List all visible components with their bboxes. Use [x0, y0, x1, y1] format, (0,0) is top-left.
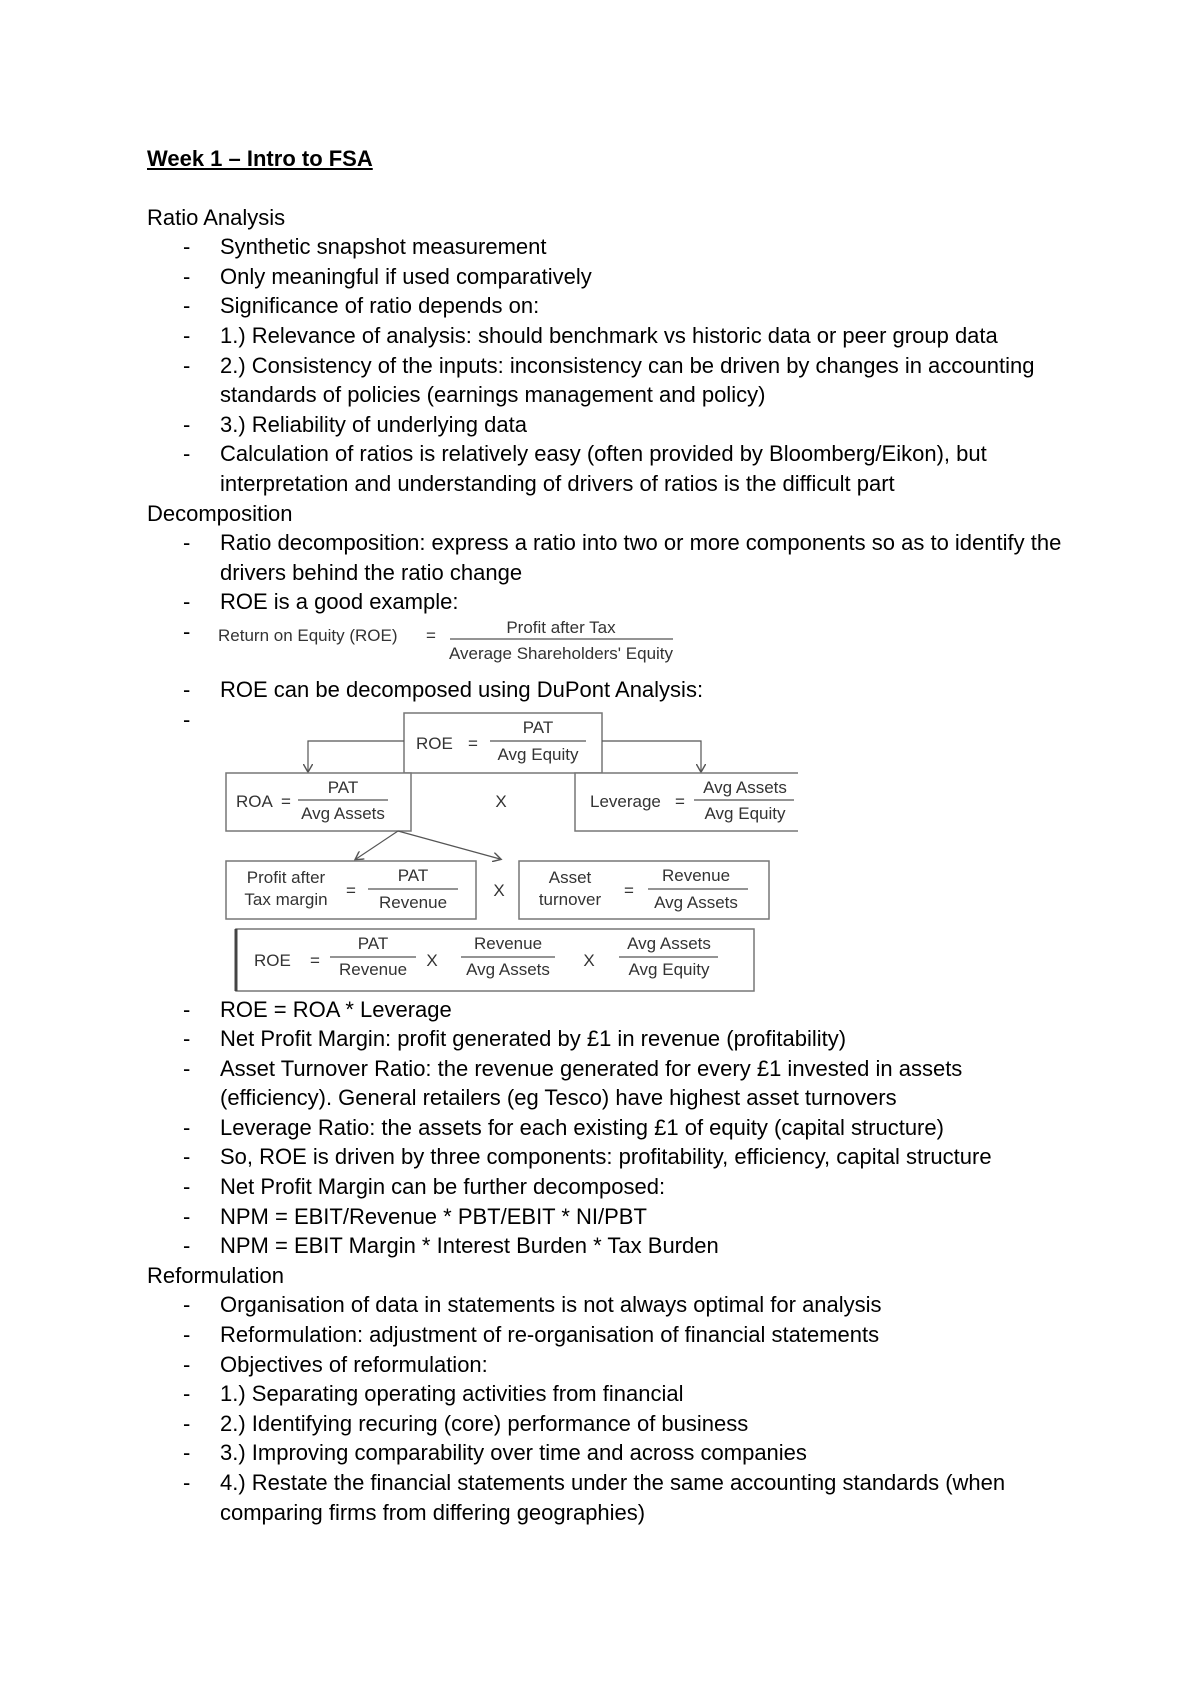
- list-item: - 3.) Improving comparability over time and across companies: [147, 1438, 1067, 1468]
- dupont-eq: =: [346, 880, 356, 900]
- roe-formula-eq: =: [426, 625, 436, 645]
- list-item: - Calculation of ratios is relatively easy (often provided by Bloomberg/Eikon), but interpretation and understanding of drivers of ratios is the difficult part: [147, 439, 1067, 498]
- dupont-leverage-den: Avg Equity: [704, 803, 786, 823]
- dupont-combined-f2-num: Revenue: [473, 933, 543, 953]
- dupont-ptm-den: Revenue: [378, 892, 448, 912]
- list-item: - Net Profit Margin: profit generated by £1 in revenue (profitability): [147, 1024, 1067, 1054]
- list-item: - ROE can be decomposed using DuPont Analysis:: [147, 675, 1067, 705]
- dupont-turnover-label-2: turnover: [538, 889, 602, 909]
- reformulation-list: [147, 1290, 1067, 1527]
- list-item: - ROE = ROA * Leverage: [147, 995, 1067, 1025]
- ratio-analysis-list: [147, 232, 1067, 498]
- list-item: - Ratio decomposition: express a ratio into two or more components so as to identify the drivers behind the ratio change: [147, 528, 1067, 587]
- notes-content: [147, 144, 1067, 1527]
- list-item: - Asset Turnover Ratio: the revenue generated for every £1 invested in assets (efficiency). General retailers (eg Tesco) have highest asset turnovers: [147, 1054, 1067, 1113]
- dupont-times: X: [493, 880, 505, 900]
- heading-ratio-analysis: Ratio Analysis: [147, 204, 286, 230]
- dupont-connector-right: [602, 741, 701, 771]
- page-title: Week 1 – Intro to FSA: [147, 146, 373, 171]
- dupont-leverage-label: Leverage: [590, 791, 661, 811]
- dupont-diagram: [218, 711, 798, 993]
- dupont-roa-box: [226, 773, 411, 831]
- dupont-combined-f3-num: Avg Assets: [627, 933, 711, 953]
- roe-formula-denominator: Average Shareholders' Equity: [448, 643, 674, 663]
- dupont-connector-roa-left: [356, 831, 398, 859]
- dupont-combined-box: [236, 929, 754, 991]
- list-item: - NPM = EBIT/Revenue * PBT/EBIT * NI/PBT: [147, 1202, 1067, 1232]
- list-item: - 1.) Separating operating activities from financial: [147, 1379, 1067, 1409]
- list-item: - 2.) Consistency of the inputs: inconsistency can be driven by changes in accounting standards of policies (earnings management and policy): [147, 351, 1067, 410]
- dupont-leverage-num: Avg Assets: [703, 777, 787, 797]
- dupont-connector-roa-right: [398, 831, 500, 859]
- dupont-turnover-label-1: Asset: [548, 867, 592, 887]
- roe-formula-figure: [218, 617, 738, 667]
- dupont-combined-f1-num: PAT: [357, 933, 389, 953]
- dupont-connector-left: [308, 741, 404, 771]
- dupont-ptm-num: PAT: [397, 865, 429, 885]
- list-item: - Organisation of data in statements is not always optimal for analysis: [147, 1290, 1067, 1320]
- dupont-combined-label: ROE: [254, 950, 291, 970]
- list-item: - 3.) Reliability of underlying data: [147, 410, 1067, 440]
- dupont-roa-label: ROA: [236, 791, 273, 811]
- dupont-combined-f2-den: Avg Assets: [466, 959, 550, 979]
- dupont-roa-num: PAT: [327, 777, 359, 797]
- dupont-eq: =: [310, 950, 320, 970]
- list-item: - Objectives of reformulation:: [147, 1350, 1067, 1380]
- dupont-ptm-label-1: Profit after: [246, 867, 326, 887]
- roe-formula-item: [147, 617, 1067, 675]
- roe-formula-lhs: - Return on Equity (ROE): [218, 625, 398, 645]
- dupont-roa-den: Avg Assets: [301, 803, 385, 823]
- dupont-combined-f3-den: Avg Equity: [628, 959, 710, 979]
- roe-formula-numerator: Profit after Tax: [506, 617, 616, 637]
- dupont-leverage-box: [575, 773, 798, 831]
- dupont-turnover-box: [519, 861, 769, 919]
- dupont-figure-item: [147, 705, 1067, 995]
- dupont-eq: =: [281, 791, 291, 811]
- dupont-eq: =: [675, 791, 685, 811]
- dupont-times: X: [426, 950, 438, 970]
- dupont-combined-f1-den: Revenue: [338, 959, 408, 979]
- dupont-roe-den: Avg Equity: [497, 744, 579, 764]
- dupont-roe-num: PAT: [522, 717, 554, 737]
- dupont-roe-label: - ROE: [416, 733, 453, 753]
- list-item: - Reformulation: adjustment of re-organisation of financial statements: [147, 1320, 1067, 1350]
- dupont-eq: =: [624, 880, 634, 900]
- dupont-eq: =: [468, 733, 478, 753]
- list-item: - ROE is a good example:: [147, 587, 1067, 617]
- decomposition-list: [147, 528, 1067, 1261]
- list-item: - 2.) Identifying recuring (core) performance of business: [147, 1409, 1067, 1439]
- dupont-times: X: [583, 950, 595, 970]
- list-item: - Leverage Ratio: the assets for each existing £1 of equity (capital structure): [147, 1113, 1067, 1143]
- heading-reformulation: Reformulation: [147, 1262, 284, 1288]
- list-item: - Synthetic snapshot measurement: [147, 232, 1067, 262]
- list-item: - Significance of ratio depends on:: [147, 291, 1067, 321]
- list-item: - So, ROE is driven by three components: profitability, efficiency, capital structure: [147, 1142, 1067, 1172]
- list-item: - Net Profit Margin can be further decomposed:: [147, 1172, 1067, 1202]
- heading-decomposition: Decomposition: [147, 500, 293, 526]
- dupont-roe-box: [404, 713, 602, 773]
- list-item: - NPM = EBIT Margin * Interest Burden * Tax Burden: [147, 1231, 1067, 1261]
- dupont-turnover-den: Avg Assets: [654, 892, 738, 912]
- dupont-times: X: [495, 791, 507, 811]
- list-item: - 1.) Relevance of analysis: should benchmark vs historic data or peer group data: [147, 321, 1067, 351]
- dupont-turnover-num: Revenue: [661, 865, 731, 885]
- dupont-ptm-box: [226, 861, 476, 919]
- dupont-ptm-label-2: Tax margin: [244, 889, 328, 909]
- list-item: - Only meaningful if used comparatively: [147, 262, 1067, 292]
- list-item: - 4.) Restate the financial statements under the same accounting standards (when comparing firms from differing geographies): [147, 1468, 1067, 1527]
